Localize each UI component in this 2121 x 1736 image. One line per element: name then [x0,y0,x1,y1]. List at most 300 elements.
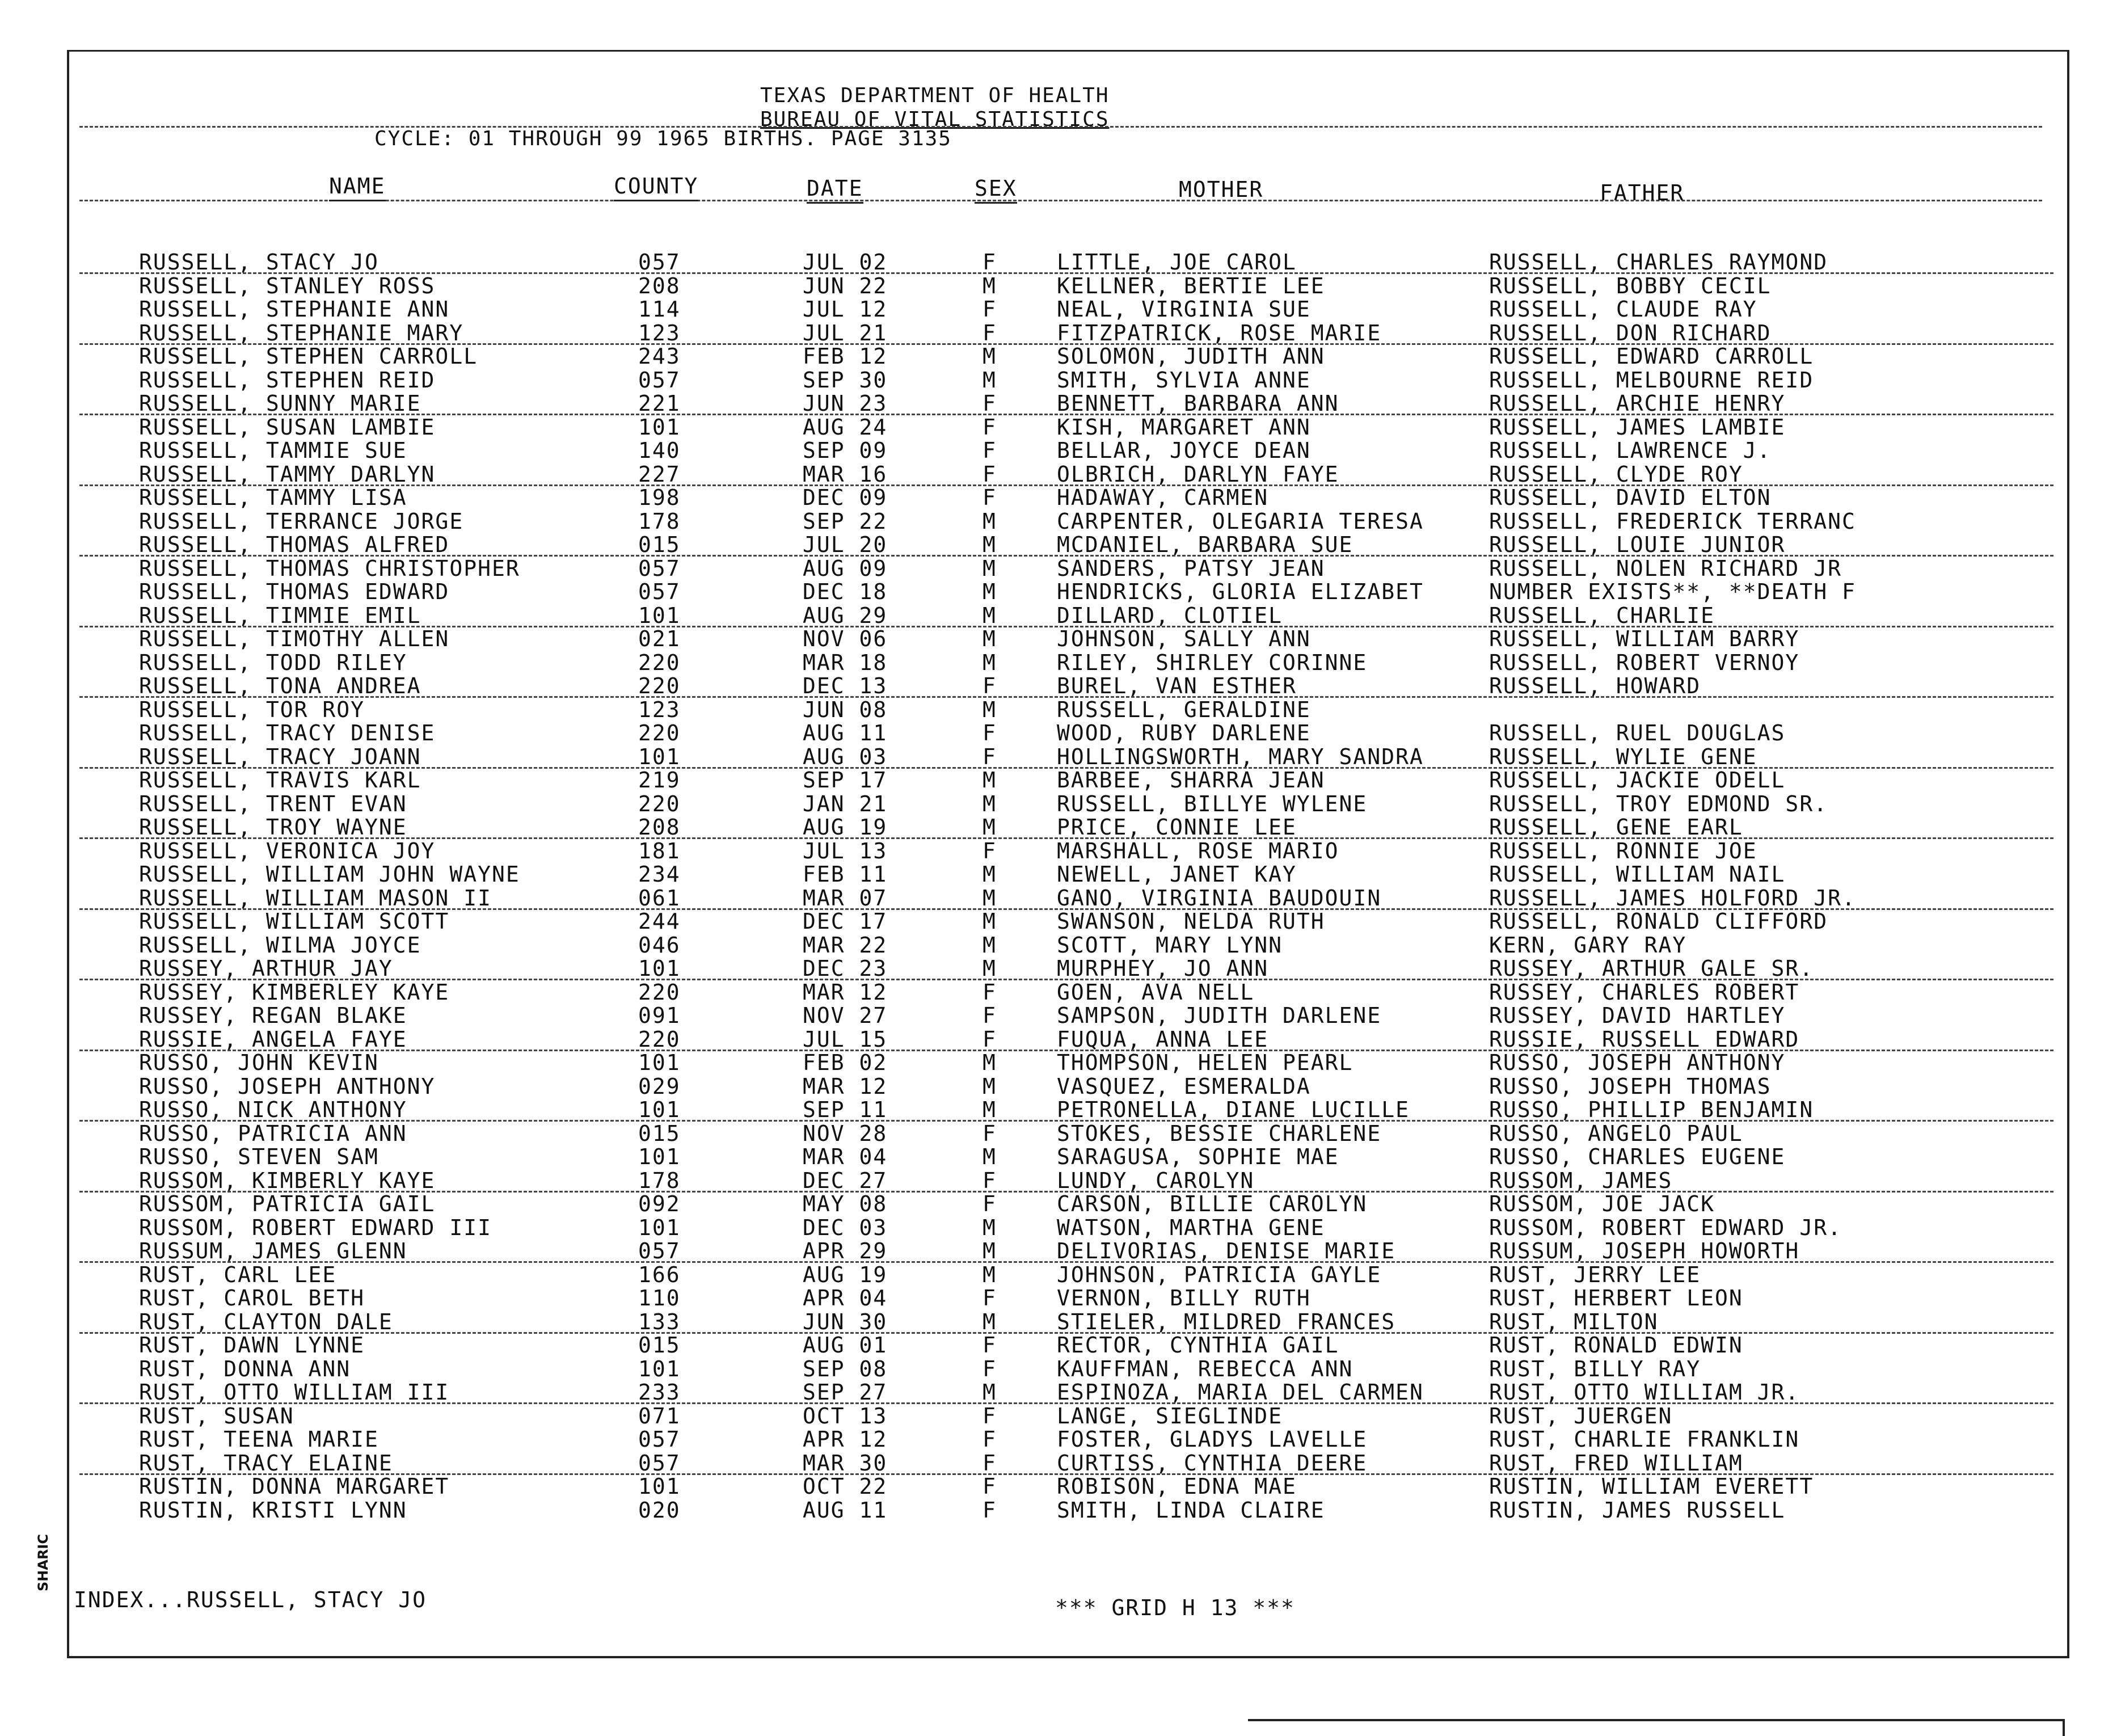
record-date: MAR 30 [803,1450,888,1476]
record-mother: KISH, MARGARET ANN [1057,414,1311,440]
record-father: RUST, BILLY RAY [1489,1356,1701,1381]
record-name: RUSSELL, TONA ANDREA [139,673,421,698]
record-sex: M [983,1073,997,1099]
record-sex: M [983,1215,997,1240]
record-mother: JOHNSON, PATRICIA GAYLE [1057,1262,1382,1287]
record-date: JUN 08 [803,697,888,722]
record-county: 101 [638,1474,681,1499]
record-name: RUST, DONNA ANN [139,1356,351,1381]
record-county: 057 [638,367,681,393]
record-mother: SAMPSON, JUDITH DARLENE [1057,1003,1382,1028]
record-name: RUSSO, STEVEN SAM [139,1144,379,1169]
record-date: JUL 02 [803,250,888,275]
record-name: RUSSO, PATRICIA ANN [139,1120,407,1146]
record-sex: M [983,697,997,722]
record-name: RUSSO, JOSEPH ANTHONY [139,1073,436,1099]
record-mother: NEWELL, JANET KAY [1057,862,1297,887]
record-mother: BENNETT, BARBARA ANN [1057,391,1339,416]
record-name: RUSSELL, STEPHEN REID [139,367,436,393]
record-sex: M [983,1380,997,1405]
record-mother: KELLNER, BERTIE LEE [1057,273,1325,298]
record-name: RUSSELL, WILLIAM SCOTT [139,909,450,934]
record-county: 133 [638,1309,681,1334]
record-date: SEP 11 [803,1097,888,1122]
record-name: RUSSELL, TAMMY LISA [139,485,407,510]
record-father: RUSSOM, ROBERT EDWARD JR. [1489,1215,1842,1240]
record-name: RUSSELL, TAMMIE SUE [139,438,407,463]
record-county: 046 [638,932,681,958]
record-date: APR 12 [803,1427,888,1452]
record-sex: M [983,508,997,534]
record-county: 061 [638,885,681,911]
record-name: RUST, TRACY ELAINE [139,1450,393,1476]
record-county: 220 [638,1026,681,1052]
record-date: SEP 08 [803,1356,888,1381]
record-county: 114 [638,297,681,322]
record-mother: SANDERS, PATSY JEAN [1057,555,1325,581]
record-date: SEP 30 [803,367,888,393]
record-county: 057 [638,1427,681,1452]
record-date: DEC 23 [803,956,888,981]
record-name: RUSSELL, TRACY JOANN [139,744,421,769]
record-mother: CURTISS, CYNTHIA DEERE [1057,1450,1368,1476]
record-name: RUSTIN, KRISTI LYNN [139,1497,407,1523]
record-county: 101 [638,602,681,628]
record-mother: ESPINOZA, MARIA DEL CARMEN [1057,1380,1424,1405]
record-sex: F [983,1003,997,1028]
column-county: COUNTY [614,174,698,201]
column-date: DATE [807,176,863,204]
record-date: JUL 15 [803,1026,888,1052]
record-date: SEP 27 [803,1380,888,1405]
column-sex: SEX [975,176,1017,204]
record-sex: M [983,956,997,981]
record-name: RUSSELL, TIMMIE EMIL [139,602,421,628]
record-father: KERN, GARY RAY [1489,932,1687,958]
record-sex: M [983,885,997,911]
record-mother: RUSSELL, BILLYE WYLENE [1057,791,1368,816]
record-father: RUST, CHARLIE FRANKLIN [1489,1427,1800,1452]
record-father: RUSSO, PHILLIP BENJAMIN [1489,1097,1814,1122]
record-mother: SOLOMON, JUDITH ANN [1057,344,1325,369]
record-father: RUST, RONALD EDWIN [1489,1333,1743,1358]
record-date: AUG 09 [803,555,888,581]
record-county: 021 [638,626,681,651]
record-mother: GANO, VIRGINIA BAUDOUIN [1057,885,1382,911]
record-name: RUSSELL, SUSAN LAMBIE [139,414,436,440]
record-sex: M [983,367,997,393]
record-sex: F [983,673,997,698]
record-name: RUSSELL, STEPHANIE ANN [139,297,450,322]
record-date: AUG 11 [803,720,888,745]
record-date: MAR 16 [803,461,888,487]
record-father: RUSSUM, JOSEPH HOWORTH [1489,1238,1800,1263]
record-mother: STIELER, MILDRED FRANCES [1057,1309,1396,1334]
record-county: 101 [638,1215,681,1240]
header-rule-1 [79,126,2042,128]
record-mother: CARSON, BILLIE CAROLYN [1057,1191,1368,1216]
record-county: 101 [638,1356,681,1381]
record-sex: F [983,461,997,487]
record-date: APR 04 [803,1286,888,1311]
record-sex: M [983,1097,997,1122]
record-father: RUSTIN, JAMES RUSSELL [1489,1497,1786,1523]
record-date: MAY 08 [803,1191,888,1216]
record-mother: NEAL, VIRGINIA SUE [1057,297,1311,322]
record-mother: SMITH, LINDA CLAIRE [1057,1497,1325,1523]
record-county: 219 [638,768,681,793]
record-mother: MCDANIEL, BARBARA SUE [1057,532,1353,557]
record-sex: F [983,391,997,416]
record-sex: F [983,485,997,510]
record-name: RUSSO, NICK ANTHONY [139,1097,407,1122]
record-mother: MARSHALL, ROSE MARIO [1057,838,1339,863]
record-father: RUSTIN, WILLIAM EVERETT [1489,1474,1814,1499]
record-mother: STOKES, BESSIE CHARLENE [1057,1120,1382,1146]
record-name: RUSSELL, WILLIAM MASON II [139,885,492,911]
record-sex: F [983,1474,997,1499]
record-sex: F [983,720,997,745]
record-sex: F [983,1168,997,1193]
record-father: RUSSELL, RUEL DOUGLAS [1489,720,1786,745]
record-sex: M [983,1262,997,1287]
record-father: RUSSELL, BOBBY CECIL [1489,273,1772,298]
record-name: RUSSEY, ARTHUR JAY [139,956,393,981]
record-father: RUSSELL, MELBOURNE REID [1489,367,1814,393]
record-father: RUSSELL, DAVID ELTON [1489,485,1772,510]
record-name: RUSSEY, KIMBERLEY KAYE [139,979,450,1005]
record-father: RUSSELL, TROY EDMOND SR. [1489,791,1828,816]
record-county: 243 [638,344,681,369]
record-sex: F [983,1026,997,1052]
record-name: RUSSELL, TRAVIS KARL [139,768,421,793]
record-date: JAN 21 [803,791,888,816]
record-date: NOV 06 [803,626,888,651]
record-sex: F [983,1497,997,1523]
record-sex: F [983,1333,997,1358]
record-sex: M [983,273,997,298]
record-mother: LITTLE, JOE CAROL [1057,250,1297,275]
record-father: RUSSELL, WILLIAM NAIL [1489,862,1786,887]
record-father: RUSSOM, JOE JACK [1489,1191,1715,1216]
record-father: RUSSELL, FREDERICK TERRANC [1489,508,1856,534]
record-name: RUSSELL, STANLEY ROSS [139,273,436,298]
record-name: RUSSOM, PATRICIA GAIL [139,1191,436,1216]
record-sex: M [983,344,997,369]
record-name: RUST, OTTO WILLIAM III [139,1380,450,1405]
record-mother: GOEN, AVA NELL [1057,979,1255,1005]
column-name: NAME [329,174,386,201]
record-date: NOV 27 [803,1003,888,1028]
record-sex: M [983,602,997,628]
record-father: RUST, HERBERT LEON [1489,1286,1743,1311]
record-county: 057 [638,250,681,275]
record-county: 233 [638,1380,681,1405]
record-county: 198 [638,485,681,510]
record-county: 110 [638,1286,681,1311]
record-date: APR 29 [803,1238,888,1263]
record-county: 178 [638,1168,681,1193]
column-mother: MOTHER [1179,177,1264,202]
record-mother: THOMPSON, HELEN PEARL [1057,1050,1353,1075]
record-sex: F [983,979,997,1005]
record-name: RUST, SUSAN [139,1403,294,1429]
record-father: RUSSEY, CHARLES ROBERT [1489,979,1800,1005]
record-sex: F [983,1427,997,1452]
record-father: RUSSO, CHARLES EUGENE [1489,1144,1786,1169]
record-county: 101 [638,956,681,981]
page-stub-edge [1248,1719,2065,1736]
record-mother: BARBEE, SHARRA JEAN [1057,768,1325,793]
record-father: RUSSELL, RONNIE JOE [1489,838,1757,863]
record-father: RUST, OTTO WILLIAM JR. [1489,1380,1800,1405]
record-sex: F [983,1356,997,1381]
record-mother: CARPENTER, OLEGARIA TERESA [1057,508,1424,534]
record-date: SEP 09 [803,438,888,463]
record-sex: M [983,626,997,651]
record-sex: M [983,1144,997,1169]
record-date: FEB 02 [803,1050,888,1075]
record-name: RUST, DAWN LYNNE [139,1333,365,1358]
record-date: JUL 20 [803,532,888,557]
record-mother: SWANSON, NELDA RUTH [1057,909,1325,934]
record-father: RUSSELL, LOUIE JUNIOR [1489,532,1786,557]
record-date: OCT 22 [803,1474,888,1499]
record-county: 123 [638,697,681,722]
record-mother: FITZPATRICK, ROSE MARIE [1057,320,1382,345]
record-name: RUSSELL, THOMAS EDWARD [139,579,450,604]
record-father: RUSSELL, ROBERT VERNOY [1489,650,1800,675]
record-name: RUSSELL, TOR ROY [139,697,365,722]
record-date: AUG 29 [803,602,888,628]
record-county: 101 [638,1144,681,1169]
record-county: 234 [638,862,681,887]
record-county: 057 [638,579,681,604]
record-name: RUSSELL, WILLIAM JOHN WAYNE [139,862,520,887]
record-father: RUSSEY, DAVID HARTLEY [1489,1003,1786,1028]
record-sex: F [983,1120,997,1146]
record-county: 057 [638,1450,681,1476]
record-mother: MURPHEY, JO ANN [1057,956,1269,981]
record-mother: RILEY, SHIRLEY CORINNE [1057,650,1368,675]
record-date: AUG 01 [803,1333,888,1358]
record-father: RUSSELL, ARCHIE HENRY [1489,391,1786,416]
record-mother: HOLLINGSWORTH, MARY SANDRA [1057,744,1424,769]
record-mother: DELIVORIAS, DENISE MARIE [1057,1238,1396,1263]
record-father: RUSSELL, JAMES LAMBIE [1489,414,1786,440]
record-mother: JOHNSON, SALLY ANN [1057,626,1311,651]
record-name: RUSSELL, THOMAS ALFRED [139,532,450,557]
record-sex: M [983,791,997,816]
cycle-line: CYCLE: 01 THROUGH 99 1965 BIRTHS. PAGE 3135 [374,127,952,150]
record-sex: F [983,744,997,769]
record-name: RUSSELL, SUNNY MARIE [139,391,421,416]
record-county: 029 [638,1073,681,1099]
record-date: MAR 12 [803,979,888,1005]
record-father: RUSSELL, HOWARD [1489,673,1701,698]
record-father: NUMBER EXISTS**, **DEATH F [1489,579,1856,604]
record-mother: LANGE, SIEGLINDE [1057,1403,1283,1429]
record-name: RUSSIE, ANGELA FAYE [139,1026,407,1052]
record-county: 166 [638,1262,681,1287]
record-date: SEP 17 [803,768,888,793]
record-date: FEB 12 [803,344,888,369]
record-sex: M [983,1238,997,1263]
record-father: RUSSELL, CLAUDE RAY [1489,297,1757,322]
record-father: RUST, JERRY LEE [1489,1262,1701,1287]
record-mother: WATSON, MARTHA GENE [1057,1215,1325,1240]
record-county: 140 [638,438,681,463]
record-name: RUSSELL, STEPHEN CARROLL [139,344,478,369]
record-sex: F [983,250,997,275]
record-sex: F [983,438,997,463]
record-name: RUST, CAROL BETH [139,1286,365,1311]
record-father: RUSSOM, JAMES [1489,1168,1673,1193]
record-mother: HADAWAY, CARMEN [1057,485,1269,510]
record-father: RUSSEY, ARTHUR GALE SR. [1489,956,1814,981]
record-mother: SMITH, SYLVIA ANNE [1057,367,1311,393]
record-date: JUL 12 [803,297,888,322]
record-county: 057 [638,1238,681,1263]
bureau-title: BUREAU OF VITAL STATISTICS [760,108,1110,131]
record-date: MAR 04 [803,1144,888,1169]
grid-footer: *** GRID H 13 *** [1055,1595,1295,1620]
record-county: 015 [638,532,681,557]
record-sex: M [983,555,997,581]
record-mother: PRICE, CONNIE LEE [1057,815,1297,840]
record-county: 057 [638,555,681,581]
record-county: 020 [638,1497,681,1523]
record-sex: M [983,1050,997,1075]
record-date: MAR 12 [803,1073,888,1099]
record-date: AUG 19 [803,1262,888,1287]
record-name: RUSSELL, TRACY DENISE [139,720,436,745]
record-county: 208 [638,273,681,298]
record-date: JUL 21 [803,320,888,345]
record-sex: F [983,1450,997,1476]
record-father: RUSSO, JOSEPH THOMAS [1489,1073,1772,1099]
record-sex: M [983,579,997,604]
record-county: 181 [638,838,681,863]
record-father: RUSSELL, LAWRENCE J. [1489,438,1772,463]
record-father: RUSSELL, WILLIAM BARRY [1489,626,1800,651]
record-name: RUSSELL, TIMOTHY ALLEN [139,626,450,651]
record-sex: F [983,414,997,440]
record-father: RUSSELL, EDWARD CARROLL [1489,344,1814,369]
record-date: AUG 24 [803,414,888,440]
record-date: AUG 11 [803,1497,888,1523]
record-father: RUSSELL, RONALD CLIFFORD [1489,909,1828,934]
record-name: RUSSOM, ROBERT EDWARD III [139,1215,492,1240]
record-county: 015 [638,1333,681,1358]
record-sex: M [983,650,997,675]
record-mother: VASQUEZ, ESMERALDA [1057,1073,1311,1099]
record-father: RUSSIE, RUSSELL EDWARD [1489,1026,1800,1052]
record-father: RUSSELL, WYLIE GENE [1489,744,1757,769]
record-father: RUSSELL, GENE EARL [1489,815,1743,840]
record-sex: F [983,1191,997,1216]
record-father: RUST, JUERGEN [1489,1403,1673,1429]
record-father: RUSSELL, CLYDE ROY [1489,461,1743,487]
index-footer: INDEX...RUSSELL, STACY JO [74,1587,427,1612]
record-county: 220 [638,673,681,698]
record-county: 220 [638,650,681,675]
record-father: RUSSELL, JAMES HOLFORD JR. [1489,885,1856,911]
record-father: RUSSO, ANGELO PAUL [1489,1120,1743,1146]
record-date: DEC 17 [803,909,888,934]
record-mother: FOSTER, GLADYS LAVELLE [1057,1427,1368,1452]
record-mother: RECTOR, CYNTHIA GAIL [1057,1333,1339,1358]
record-mother: HENDRICKS, GLORIA ELIZABET [1057,579,1424,604]
record-name: RUST, CARL LEE [139,1262,337,1287]
record-date: FEB 11 [803,862,888,887]
record-name: RUST, CLAYTON DALE [139,1309,393,1334]
record-mother: BUREL, VAN ESTHER [1057,673,1297,698]
record-name: RUSSELL, TRENT EVAN [139,791,407,816]
record-date: JUN 30 [803,1309,888,1334]
record-date: MAR 18 [803,650,888,675]
record-date: JUN 23 [803,391,888,416]
agency-title: TEXAS DEPARTMENT OF HEALTH [760,84,1110,107]
record-father: RUSSELL, DON RICHARD [1489,320,1772,345]
record-county: 221 [638,391,681,416]
record-date: JUL 13 [803,838,888,863]
record-date: DEC 13 [803,673,888,698]
record-sex: F [983,320,997,345]
record-county: 071 [638,1403,681,1429]
record-name: RUSSELL, VERONICA JOY [139,838,436,863]
record-mother: WOOD, RUBY DARLENE [1057,720,1311,745]
record-mother: RUSSELL, GERALDINE [1057,697,1311,722]
record-county: 101 [638,414,681,440]
record-father: RUSSELL, CHARLIE [1489,602,1715,628]
record-county: 178 [638,508,681,534]
record-mother: PETRONELLA, DIANE LUCILLE [1057,1097,1410,1122]
record-name: RUSSEY, REGAN BLAKE [139,1003,407,1028]
record-name: RUSSUM, JAMES GLENN [139,1238,407,1263]
record-date: DEC 18 [803,579,888,604]
record-date: DEC 03 [803,1215,888,1240]
record-father: RUST, MILTON [1489,1309,1659,1334]
record-county: 101 [638,1097,681,1122]
record-date: SEP 22 [803,508,888,534]
record-county: 220 [638,979,681,1005]
record-name: RUSSELL, TAMMY DARLYN [139,461,436,487]
record-county: 101 [638,744,681,769]
record-mother: SCOTT, MARY LYNN [1057,932,1283,958]
record-date: JUN 22 [803,273,888,298]
record-mother: KAUFFMAN, REBECCA ANN [1057,1356,1353,1381]
record-father: RUSSELL, JACKIE ODELL [1489,768,1786,793]
record-sex: M [983,815,997,840]
record-county: 208 [638,815,681,840]
record-sex: F [983,297,997,322]
record-county: 227 [638,461,681,487]
record-date: OCT 13 [803,1403,888,1429]
record-sex: M [983,862,997,887]
record-name: RUSSELL, STEPHANIE MARY [139,320,464,345]
record-county: 220 [638,720,681,745]
record-name: RUSTIN, DONNA MARGARET [139,1474,450,1499]
record-county: 091 [638,1003,681,1028]
record-name: RUST, TEENA MARIE [139,1427,379,1452]
record-mother: OLBRICH, DARLYN FAYE [1057,461,1339,487]
record-date: AUG 03 [803,744,888,769]
record-father: RUSSELL, NOLEN RICHARD JR [1489,555,1842,581]
record-mother: LUNDY, CAROLYN [1057,1168,1255,1193]
record-father: RUSSO, JOSEPH ANTHONY [1489,1050,1786,1075]
record-sex: M [983,768,997,793]
